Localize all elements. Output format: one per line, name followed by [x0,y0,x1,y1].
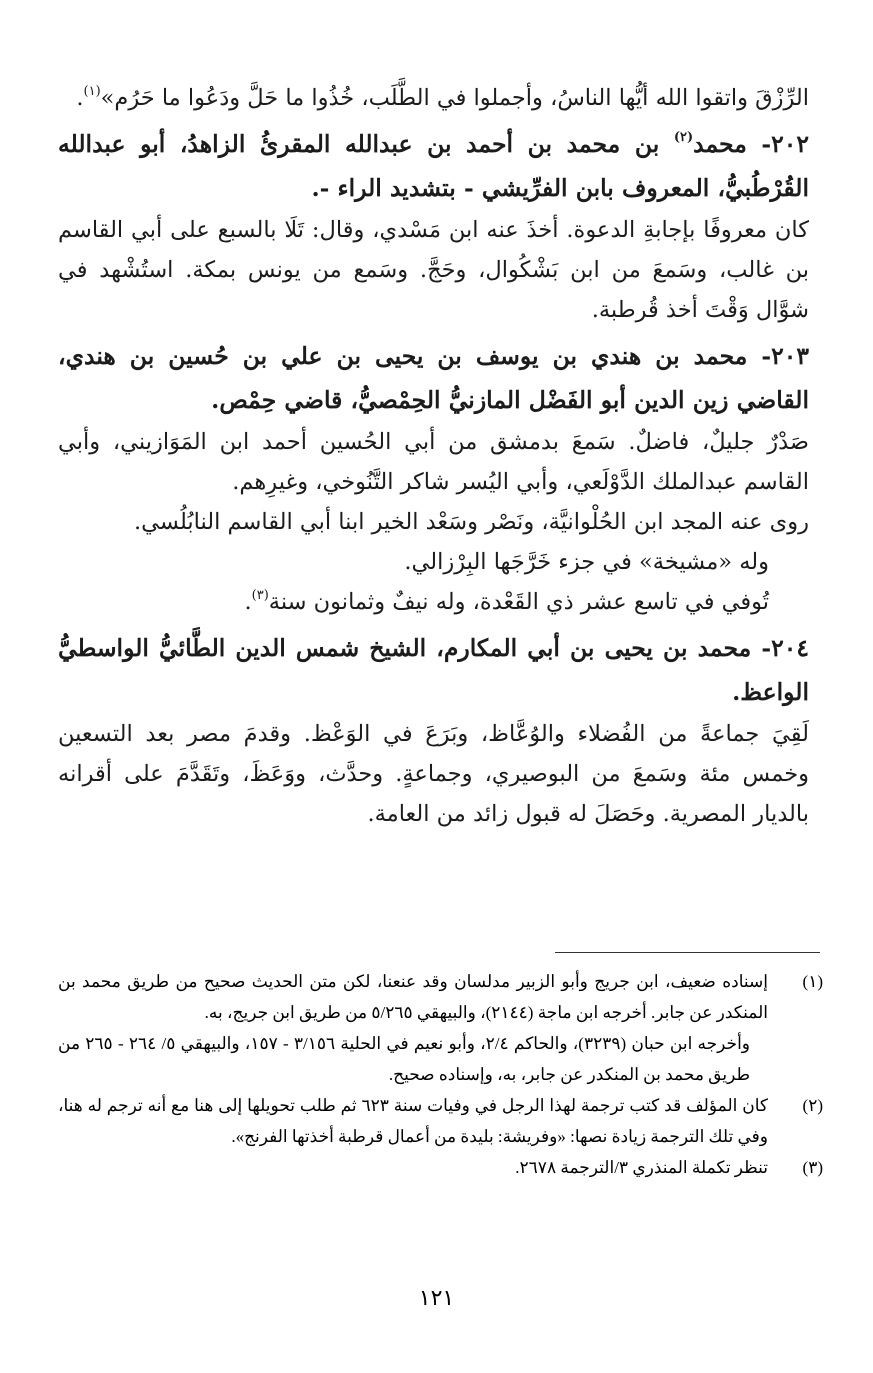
footnotes [58,966,823,1183]
footnote-number [768,1028,823,1090]
entry-203-body-1: صَدْرٌ جليلٌ، فاضلٌ. سَمعَ بدمشق من أبي الحُسين أحمد ابن المَوَازيني، وأبي القاسم عبدالملك الدَّوْلَعي، وأبي اليُسر شاكر التَّنُوخي، وغيرِهم. [58,429,809,495]
entry-204-body: لَقِيَ جماعةً من الفُضلاء والوُعَّاظ، وبَرَعَ في الوَعْظ. وقدمَ مصر بعد التسعين وخمس مئة وسَمعَ من البوصيري، وجماعةٍ. وحدَّث، ووَعَظَ، وتَقَدَّمَ على أقرانه بالديار المصرية. وحَصَلَ له قبول زائد من العامة. [58,721,809,827]
entry-204-heading: ٢٠٤- محمد بن يحيى بن أبي المكارم، الشيخ شمس الدين الطَّائيُّ الواسطيُّ الواعظ. [58,634,809,706]
entry-202-heading: ٢٠٢- محمد$^{(٢)}$ بن محمد بن أحمد بن عبدالله المقرئُ الزاهدُ، أبو عبدالله القُرْطُبيُّ، المعروف بابن الفرِّيشي - بتشديد الراء -. [58,130,809,202]
footnote-ref-1: (١) [83,83,101,99]
entry-202-body: كان معروفًا بإجابةِ الدعوة. أخذَ عنه ابن مَسْدي، وقال: تَلَا بالسبع على أبي القاسم بن غالب، وسَمعَ من ابن بَشْكُوال، وحَجَّ. وسَمع من يونس بمكة. استُشْهد في شوَّال وَقْتَ أخذ قُرطبة. [58,217,809,323]
entry-203-body-2: روى عنه المجد ابن الحُلْوانيَّة، ونَصْر وسَعْد الخير ابنا أبي القاسم النابُلُسي. [133,509,809,535]
footnote-text: إسناده ضعيف، ابن جريج وأبو الزبير مدلسان وقد عنعنا، لكن متن الحديث صحيح من طريق محمد بن المنكدر عن جابر. أخرجه ابن ماجة (٢١٤٤)، والبيهقي ٥/٢٦٥ من طريق ابن جريج، به. [58,972,768,1022]
entry-203-body-4: تُوفي في تاسع عشر ذي القَعْدة، وله نيفٌ وثمانون سنة$^{(٣)}$. [244,587,769,615]
page-number: ١٢١ [418,1286,455,1311]
footnote-1-continued [58,1028,823,1090]
footnote-3 [58,1152,823,1183]
footnote-number: (٣) [802,1158,823,1177]
footnote-2 [58,1090,823,1152]
footnote-separator [555,952,820,953]
main-text [58,78,809,834]
footnote-text: كان المؤلف قد كتب ترجمة لهذا الرجل في وفيات سنة ٦٢٣ ثم طلب تحويلها إلى هنا مع أنه ترجم له هنا، وفي تلك الترجمة زيادة نصها: «وفريشة: بليدة من أعمال قرطبة أخذتها الفرنج». [58,1096,768,1146]
footnote-number: (١) [802,972,823,991]
footnote-ref-3: (٣) [251,587,269,603]
entry-203-heading: ٢٠٣- محمد بن هندي بن يوسف بن يحيى بن علي بن حُسين بن هندي، القاضي زين الدين أبو الفَضْل المازنيُّ الحِمْصيُّ، قاضي حِمْص. [58,342,809,414]
footnote-1 [58,966,823,1028]
paragraph-hadith-end: الرِّزْقَ واتقوا الله أيُّها الناسُ، وأجملوا في الطَّلَب، خُذُوا ما حَلَّ ودَعُوا ما حَرُم»$^{(١)}$. [76,83,809,111]
entry-203-body-3: وله «مشيخة» في جزء خَرَّجَها البِرْزالي. [404,549,769,575]
footnote-number: (٢) [802,1096,823,1115]
footnote-text: تنظر تكملة المنذري ٣/الترجمة ٢٦٧٨. [515,1158,768,1177]
footnote-text: وأخرجه ابن حبان (٣٢٣٩)، والحاكم ٢/٤، وأبو نعيم في الحلية ٣/١٥٦ - ١٥٧، والبيهقي ٥/ ٢٦٤ - ٢٦٥ من طريق محمد بن المنكدر عن جابر، به، وإسناده صحيح. [58,1034,750,1084]
footnote-ref-2: (٢) [673,130,694,146]
